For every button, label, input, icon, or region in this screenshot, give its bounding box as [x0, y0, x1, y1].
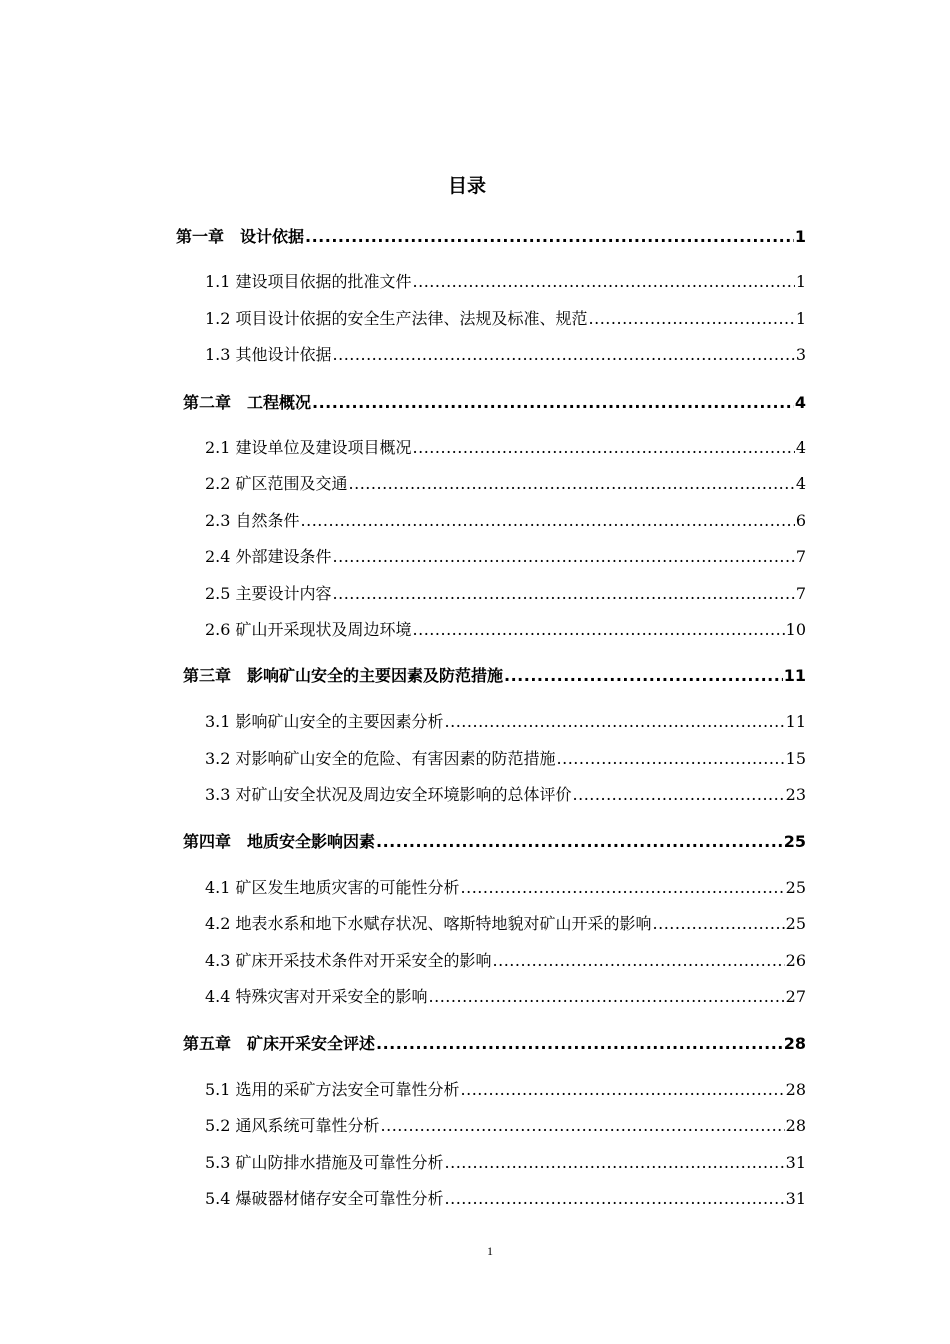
dot-leader	[349, 471, 795, 497]
toc-entry-section[interactable]	[205, 1077, 806, 1103]
toc-entry-section[interactable]	[205, 508, 806, 534]
toc-entry-section[interactable]	[205, 581, 806, 607]
toc-entry-page: 7	[795, 547, 806, 566]
dot-leader	[381, 1113, 785, 1139]
toc-entry-label: 2.4 外部建设条件	[205, 547, 332, 566]
toc-entry-page: 1	[794, 227, 806, 246]
dot-leader	[589, 306, 795, 332]
dot-leader	[573, 782, 785, 808]
toc-entry-label: 2.2 矿区范围及交通	[205, 474, 348, 493]
toc-entry-chapter[interactable]	[176, 224, 806, 250]
toc-entry-page: 28	[785, 1116, 806, 1135]
toc-entry-label: 第三章 影响矿山安全的主要因素及防范措施	[183, 666, 504, 685]
toc-entry-label: 5.2 通风系统可靠性分析	[205, 1116, 380, 1135]
toc-entry-section[interactable]	[205, 709, 806, 735]
toc-entry-label: 第五章 矿床开采安全评述	[183, 1034, 376, 1053]
toc-entry-label: 3.1 影响矿山安全的主要因素分析	[205, 712, 444, 731]
toc-title: 目录	[447, 175, 486, 197]
toc-entry-page: 1	[795, 309, 806, 328]
dot-leader	[493, 948, 785, 974]
dot-leader	[305, 224, 794, 250]
dot-leader	[312, 390, 794, 416]
toc-entry-section[interactable]	[205, 342, 806, 368]
dot-leader	[445, 709, 785, 735]
toc-entry-label: 3.3 对矿山安全状况及周边安全环境影响的总体评价	[205, 785, 572, 804]
toc-entry-label: 2.6 矿山开采现状及周边环境	[205, 620, 412, 639]
toc-entry-label: 2.5 主要设计内容	[205, 584, 332, 603]
dot-leader	[557, 746, 785, 772]
toc-entry-chapter[interactable]	[183, 829, 806, 855]
dot-leader	[445, 1150, 785, 1176]
toc-entry-label: 1.1 建设项目依据的批准文件	[205, 272, 412, 291]
toc-entry-page: 11	[785, 712, 806, 731]
toc-entry-section[interactable]	[205, 1113, 806, 1139]
toc-entry-page: 25	[783, 832, 806, 851]
toc-entry-label: 2.3 自然条件	[205, 511, 300, 530]
toc-entry-label: 1.2 项目设计依据的安全生产法律、法规及标准、规范	[205, 309, 588, 328]
toc-entry-chapter[interactable]	[183, 1031, 806, 1057]
dot-leader	[333, 544, 795, 570]
toc-entry-page: 15	[785, 749, 806, 768]
dot-leader	[376, 1031, 783, 1057]
toc-entry-page: 4	[795, 438, 806, 457]
toc-entry-page: 23	[785, 785, 806, 804]
toc-entry-page: 25	[785, 878, 806, 897]
toc-entry-section[interactable]	[205, 782, 806, 808]
toc-entry-page: 10	[785, 620, 806, 639]
toc-entry-label: 5.1 选用的采矿方法安全可靠性分析	[205, 1080, 460, 1099]
toc-entry-section[interactable]	[205, 617, 806, 643]
toc-entry-page: 25	[785, 914, 806, 933]
toc-entry-label: 第二章 工程概况	[183, 393, 312, 412]
toc-entry-label: 3.2 对影响矿山安全的危险、有害因素的防范措施	[205, 749, 556, 768]
toc-entry-page: 11	[783, 666, 806, 685]
toc-entry-section[interactable]	[205, 1186, 806, 1212]
toc-entry-page: 6	[795, 511, 806, 530]
toc-entry-label: 4.2 地表水系和地下水赋存状况、喀斯特地貌对矿山开采的影响	[205, 914, 652, 933]
dot-leader	[333, 581, 795, 607]
toc-entry-label: 第一章 设计依据	[176, 227, 305, 246]
toc-entry-section[interactable]	[205, 911, 806, 937]
dot-leader	[653, 911, 785, 937]
toc-entry-page: 28	[785, 1080, 806, 1099]
toc-entry-section[interactable]	[205, 544, 806, 570]
toc-entry-label: 第四章 地质安全影响因素	[183, 832, 376, 851]
toc-entry-page: 31	[785, 1189, 806, 1208]
dot-leader	[413, 269, 795, 295]
toc-entry-page: 31	[785, 1153, 806, 1172]
toc-entry-page: 28	[783, 1034, 806, 1053]
toc-entry-chapter[interactable]	[183, 663, 806, 689]
toc-entry-chapter[interactable]	[183, 390, 806, 416]
dot-leader	[413, 435, 795, 461]
toc-entry-page: 4	[794, 393, 806, 412]
toc-entry-section[interactable]	[205, 746, 806, 772]
dot-leader	[445, 1186, 785, 1212]
toc-entry-section[interactable]	[205, 306, 806, 332]
toc-entry-label: 1.3 其他设计依据	[205, 345, 332, 364]
toc-entry-section[interactable]	[205, 471, 806, 497]
dot-leader	[504, 663, 783, 689]
toc-entry-page: 1	[795, 272, 806, 291]
toc-entry-label: 5.4 爆破器材储存安全可靠性分析	[205, 1189, 444, 1208]
toc-entry-page: 26	[785, 951, 806, 970]
toc-entry-label: 4.4 特殊灾害对开采安全的影响	[205, 987, 428, 1006]
dot-leader	[461, 1077, 785, 1103]
dot-leader	[301, 508, 795, 534]
toc-entry-page: 27	[785, 987, 806, 1006]
toc-entry-label: 5.3 矿山防排水措施及可靠性分析	[205, 1153, 444, 1172]
toc-entry-label: 4.3 矿床开采技术条件对开采安全的影响	[205, 951, 492, 970]
toc-entry-label: 2.1 建设单位及建设项目概况	[205, 438, 412, 457]
toc-entry-section[interactable]	[205, 875, 806, 901]
toc-entry-label: 4.1 矿区发生地质灾害的可能性分析	[205, 878, 460, 897]
toc-entry-page: 7	[795, 584, 806, 603]
dot-leader	[333, 342, 795, 368]
toc-entry-section[interactable]	[205, 948, 806, 974]
toc-entry-page: 4	[795, 474, 806, 493]
page-number: 1	[487, 1244, 493, 1258]
toc-entry-section[interactable]	[205, 1150, 806, 1176]
toc-entry-section[interactable]	[205, 269, 806, 295]
toc-entry-section[interactable]	[205, 435, 806, 461]
dot-leader	[376, 829, 783, 855]
toc-entry-page: 3	[795, 345, 806, 364]
toc-entry-section[interactable]	[205, 984, 806, 1010]
dot-leader	[413, 617, 785, 643]
dot-leader	[429, 984, 785, 1010]
dot-leader	[461, 875, 785, 901]
